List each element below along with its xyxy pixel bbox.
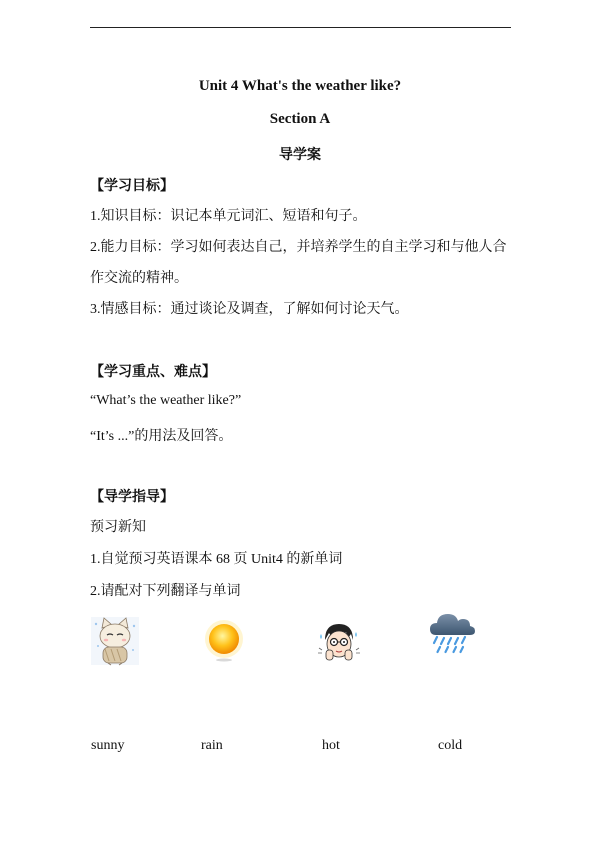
guide-line: 1.自觉预习英语课本 68 页 Unit4 的新单词	[90, 552, 343, 567]
objective-line: 2.能力目标：学习如何表达自己，并培养学生的自主学习和与他人合	[90, 240, 507, 255]
sweating-boy-icon	[316, 620, 362, 664]
rain-cloud-icon	[428, 609, 476, 659]
unit-title: Unit 4 What's the weather like?	[198, 78, 402, 94]
section-title: Section A	[269, 111, 331, 127]
guide-plan-title: 导学案	[279, 147, 321, 163]
cold-cat-icon	[90, 616, 140, 666]
word-cold: cold	[438, 738, 463, 753]
word-hot: hot	[322, 738, 340, 753]
sun-icon	[203, 619, 245, 663]
guide-line: 2.请配对下列翻译与单词	[90, 584, 241, 599]
objective-line: 3.情感目标：通过谈论及调查，了解如何讨论天气。	[90, 302, 409, 317]
key-point-line: “What’s the weather like?”	[90, 393, 242, 408]
objectives-heading: 【学习目标】	[90, 179, 174, 194]
objective-line: 作交流的精神。	[90, 271, 188, 286]
word-sunny: sunny	[91, 738, 125, 753]
objective-line: 1.知识目标：识记本单元词汇、短语和句子。	[90, 209, 367, 224]
header-rule	[90, 27, 511, 28]
guide-line: 预习新知	[90, 520, 146, 535]
key-point-line: “It’s ...”的用法及回答。	[90, 429, 233, 444]
key-points-heading: 【学习重点、难点】	[90, 365, 216, 380]
word-rain: rain	[201, 738, 223, 753]
guide-heading: 【导学指导】	[90, 490, 174, 505]
